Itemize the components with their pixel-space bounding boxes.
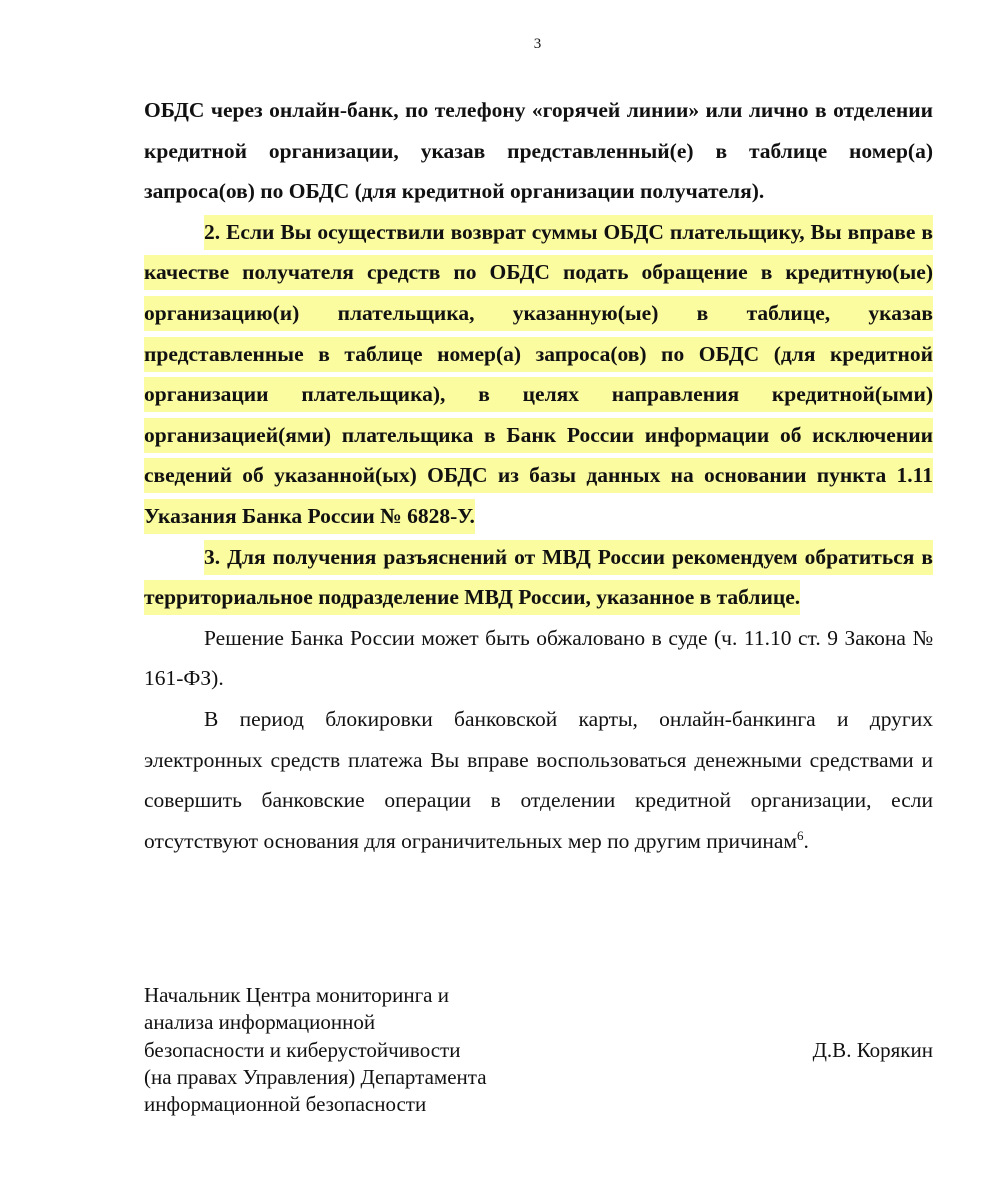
signatory-title-line: (на правах Управления) Департамента <box>144 1064 487 1089</box>
signatory-title-line: информационной безопасности <box>144 1092 427 1117</box>
signature-block <box>144 982 933 1118</box>
document-body <box>144 90 933 861</box>
paragraph-blocking-period <box>144 699 933 861</box>
signatory-title-line: Начальник Центра мониторинга и <box>144 983 449 1007</box>
paragraph-refund-request <box>144 212 933 537</box>
paragraph-obds-contact: ОБДС через онлайн-банк, по телефону «горячей линии» или лично в отделении кредитной организации, указав представленный(е) в таблице номер(а) запроса(ов) по ОБДС (для кредитной организации получателя). <box>144 98 933 204</box>
highlighted-text: 2. Если Вы осуществили возврат суммы ОБДС плательщику, Вы вправе в качестве получателя средств по ОБДС подать обращение в кредитную(ые) организацию(и) плательщика, указанную(ые) в таблице, указав представленные в таблице номер(а) запроса(ов) по ОБДС (для кредитной организации плательщика), в целях направления кредитной(ыми) организацией(ями) плательщика в Банк России информации об исключении сведений об указанной(ых) ОБДС из базы данных на основании пункта 1.11 Указания Банка России № 6828-У. <box>144 215 933 534</box>
signatory-name: Д.В. Корякин <box>812 1037 933 1062</box>
footnote-marker: 6 <box>797 827 804 843</box>
paragraph-appeal: Решение Банка России может быть обжаловано в суде (ч. 11.10 ст. 9 Закона № 161-ФЗ). <box>144 625 933 691</box>
page-number: 3 <box>533 36 542 52</box>
signatory-title <box>144 982 564 1118</box>
signatory-title-line: безопасности и киберустойчивости <box>144 1037 461 1062</box>
highlighted-text: 3. Для получения разъяснений от МВД России рекомендуем обратиться в территориальное подразделение МВД России, указанное в таблице. <box>144 540 933 616</box>
sentence-end: . <box>803 828 809 853</box>
blocking-text: В период блокировки банковской карты, онлайн-банкинга и других электронных средств платежа Вы вправе воспользоваться денежными средствами и совершить банковские операции в отделении кредитной организации, если отсутствуют основания для ограничительных мер по другим причинам <box>144 706 933 853</box>
paragraph-mvd-contact <box>144 537 933 618</box>
signatory-title-line: анализа информационной <box>144 1010 376 1035</box>
